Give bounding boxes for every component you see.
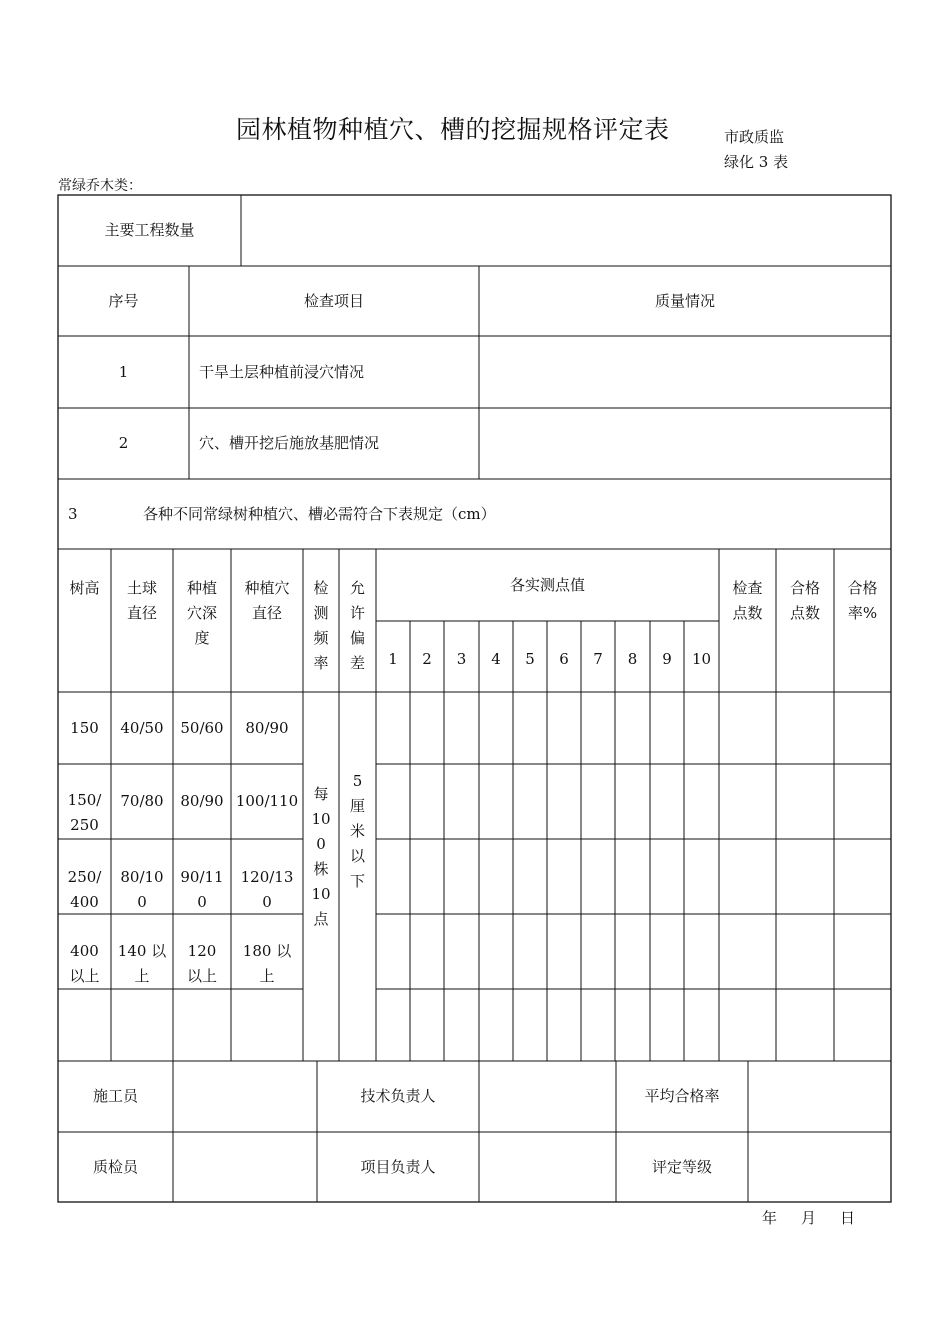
category-label: 常绿乔木类： [58, 178, 142, 194]
spec-header-hole-depth: 种植 穴深 度 [186, 579, 217, 647]
main-quantity-label: 主要工程数量 [104, 221, 195, 239]
date-line [762, 1207, 855, 1228]
spec-header-measured: 各实测点值 [509, 575, 585, 594]
point-number: 8 [627, 650, 638, 668]
inspector-label: 质检员 [92, 1157, 138, 1176]
spec-hole-depth: 120 以上 [186, 942, 217, 985]
point-number: 1 [388, 650, 398, 668]
tolerance-value: 5 厘 米 以 下 [349, 772, 365, 890]
tech-lead-label: 技术负责人 [360, 1087, 436, 1105]
grade-field[interactable] [748, 1132, 891, 1202]
form-code-line2: 绿化 3 表 [724, 153, 789, 171]
spec-ball-diameter: 140 以 上 [117, 942, 167, 985]
spec-header-ball-diameter: 土球 直径 [126, 579, 157, 622]
date-day: 日 [840, 1209, 856, 1227]
avg-pass-rate-label: 平均合格率 [644, 1087, 720, 1105]
point-number: 6 [559, 650, 569, 668]
spec-header-tolerance: 允 许 偏 差 [349, 579, 365, 672]
row-quality-input[interactable] [479, 336, 891, 408]
spec-hole-depth: 80/90 [180, 792, 224, 810]
spec-header-hole-diameter: 种植穴 直径 [244, 579, 290, 622]
date-month: 月 [801, 1209, 817, 1227]
spec-header-check-freq: 检 测 频 率 [313, 579, 329, 672]
form-code-line1: 市政质监 [724, 128, 785, 146]
col-quality-header: 质量情况 [654, 291, 715, 310]
row3-seq: 3 [68, 504, 78, 523]
spec-hole-diameter: 100/110 [235, 792, 299, 810]
spec-header-check-points: 检查 点数 [732, 579, 763, 622]
point-number: 3 [456, 650, 467, 668]
spec-tree-height: 250/ 400 [67, 867, 102, 911]
page-title: 园林植物种植穴、槽的挖掘规格评定表 [236, 115, 670, 144]
grade-label: 评定等级 [651, 1157, 712, 1176]
spec-header-tree-height: 树高 [69, 579, 100, 597]
constructor-field[interactable] [173, 1061, 317, 1132]
point-number: 4 [491, 650, 501, 668]
col-seq-header: 序号 [108, 291, 139, 310]
point-number: 10 [691, 650, 712, 668]
spec-hole-depth: 90/11 0 [180, 867, 224, 911]
spec-hole-depth: 50/60 [180, 718, 224, 737]
row-item: 穴、槽开挖后施放基肥情况 [199, 434, 380, 452]
spec-header-pass-rate: 合格 率% [847, 579, 878, 622]
row-item: 干旱土层种植前浸穴情况 [199, 362, 365, 381]
point-number: 7 [593, 650, 603, 668]
point-number: 2 [422, 650, 432, 668]
row-seq: 2 [118, 434, 129, 452]
row3-text: 各种不同常绿树种植穴、槽必需符合下表规定（cm） [143, 504, 496, 523]
spec-ball-diameter: 80/10 0 [120, 867, 164, 911]
point-number: 5 [525, 650, 535, 668]
check-frequency-value: 每 10 0 株 10 点 [311, 784, 331, 928]
project-lead-label: 项目负责人 [360, 1157, 436, 1176]
constructor-label: 施工员 [92, 1087, 138, 1105]
inspector-field[interactable] [173, 1132, 317, 1202]
row-quality-input[interactable] [479, 408, 891, 479]
col-item-header: 检查项目 [303, 291, 364, 310]
spec-hole-diameter: 80/90 [245, 718, 289, 737]
tech-lead-field[interactable] [479, 1061, 616, 1132]
spec-hole-diameter: 180 以 上 [242, 942, 292, 985]
spec-ball-diameter: 40/50 [120, 718, 164, 737]
spec-header-pass-points: 合格 点数 [789, 579, 820, 622]
spec-tree-height: 400 以上 [69, 942, 100, 985]
spec-hole-diameter: 120/13 0 [240, 867, 294, 911]
project-lead-field[interactable] [479, 1132, 616, 1202]
spec-tree-height: 150/ 250 [67, 790, 102, 834]
main-quantity-value[interactable] [241, 195, 891, 266]
row-seq: 1 [118, 362, 129, 381]
point-number: 9 [662, 650, 672, 668]
date-year: 年 [762, 1209, 778, 1227]
spec-ball-diameter: 70/80 [120, 792, 164, 810]
spec-tree-height: 150 [70, 718, 99, 737]
avg-pass-rate-field[interactable] [748, 1061, 891, 1132]
